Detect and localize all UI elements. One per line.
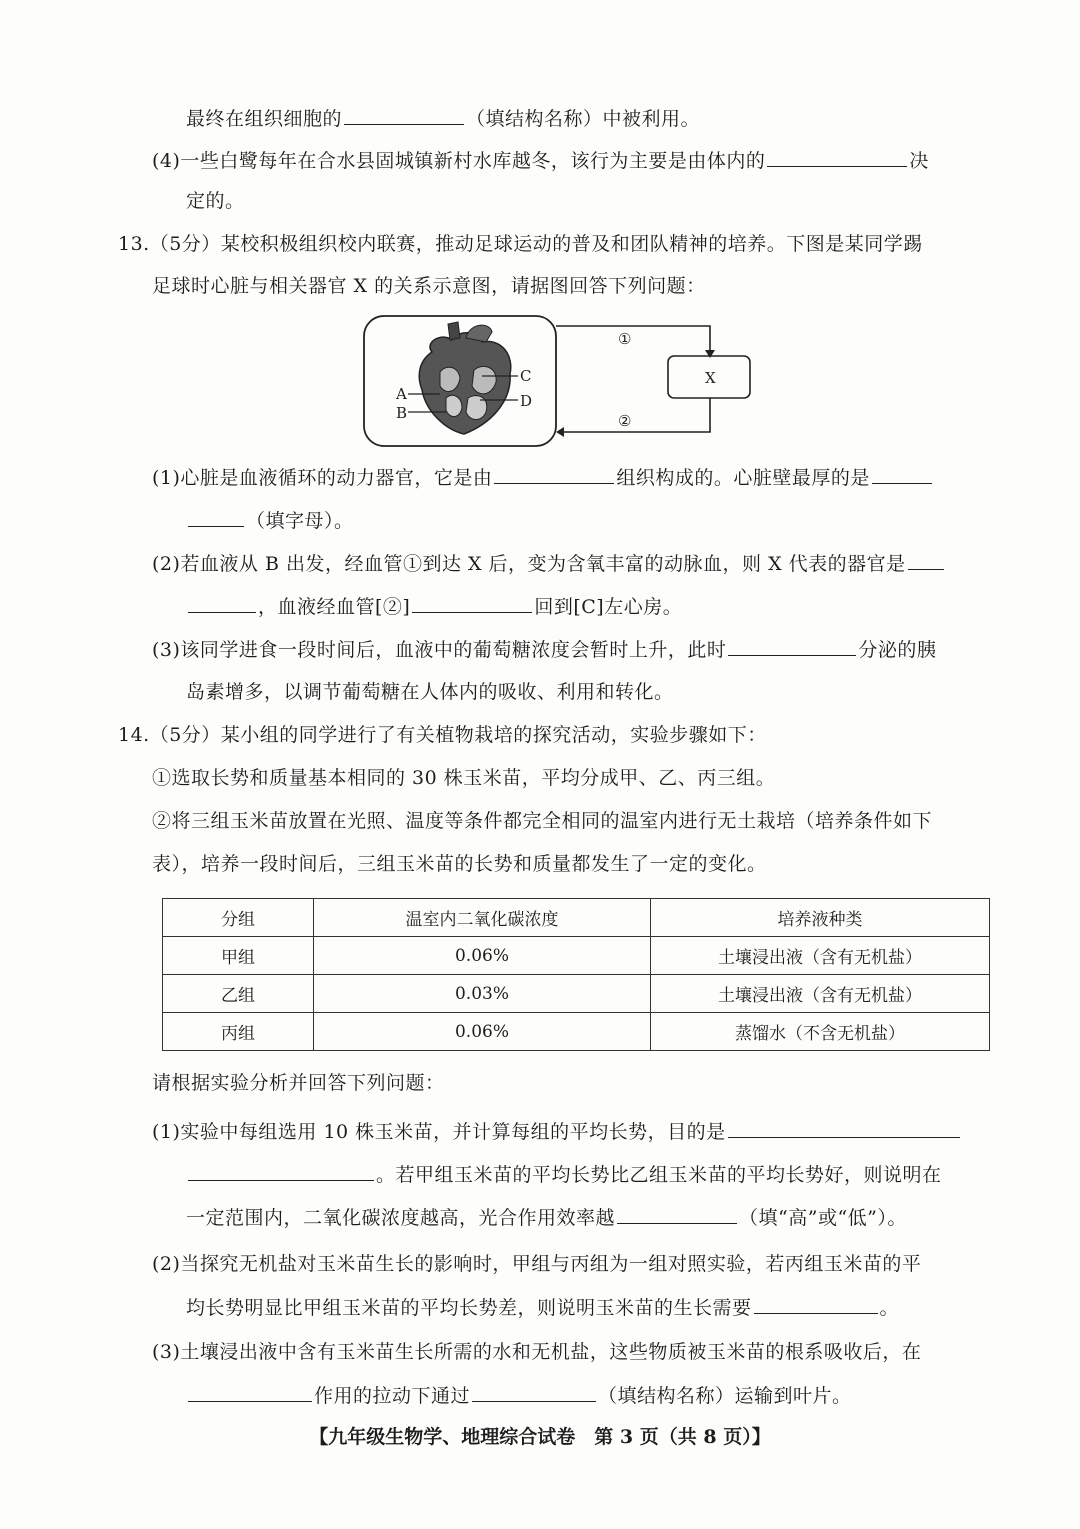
text: 请根据实验分析并回答下列问题：	[152, 1072, 445, 1094]
text: 定的。	[186, 190, 245, 212]
label-vessel-1: ①	[618, 330, 632, 348]
text: （填字母）。	[246, 510, 354, 532]
arrowhead-2	[556, 427, 564, 437]
table-cell: 甲组	[163, 937, 314, 975]
answer-blank[interactable]	[188, 506, 244, 527]
answer-blank[interactable]	[767, 146, 907, 167]
q14-2-line-2	[186, 1293, 899, 1322]
table-cell: 0.03%	[314, 975, 651, 1013]
table-row	[163, 937, 990, 975]
q13-3-line	[152, 635, 936, 664]
text: 岛素增多，以调节葡萄糖在人体内的吸收、利用和转化。	[186, 681, 674, 703]
table-header-row	[163, 899, 990, 937]
answer-blank[interactable]	[472, 1381, 596, 1402]
text: (2)当探究无机盐对玉米苗生长的影响时，甲组与丙组为一组对照实验，若丙组玉米苗的平	[152, 1253, 922, 1275]
text: 最终在组织细胞的	[186, 108, 343, 130]
text: 分泌的胰	[858, 639, 937, 661]
answer-blank[interactable]	[188, 1160, 374, 1181]
label-vessel-2: ②	[618, 412, 632, 430]
text: (3)该同学进食一段时间后，血液中的葡萄糖浓度会暂时上升，此时	[152, 639, 727, 661]
label-b: B	[396, 404, 408, 422]
answer-blank[interactable]	[344, 104, 464, 125]
text: 。若甲组玉米苗的平均长势比乙组玉米苗的平均长势好，则说明在	[376, 1164, 942, 1186]
answer-blank[interactable]	[908, 549, 944, 570]
table-cell: 土壤浸出液（含有无机盐）	[651, 975, 990, 1013]
heart-x-diagram	[362, 312, 762, 452]
text: (3)土壤浸出液中含有玉米苗生长所需的水和无机盐，这些物质被玉米苗的根系吸收后，在	[152, 1341, 922, 1363]
q12-4-line	[152, 146, 929, 175]
answer-blank[interactable]	[412, 592, 532, 613]
q14-step-1	[152, 764, 775, 792]
q14-step-2b	[152, 850, 767, 878]
q14-prompt	[152, 1069, 445, 1097]
culture-conditions-table	[162, 898, 990, 1051]
label-d: D	[520, 392, 533, 410]
text: (1)心脏是血液循环的动力器官，它是由	[152, 467, 493, 489]
table-row	[163, 975, 990, 1013]
q14-step-2	[152, 807, 932, 835]
q13-stem-2	[152, 272, 706, 300]
table-cell: 丙组	[163, 1013, 314, 1051]
text: 足球时心脏与相关器官 X 的关系示意图，请据图回答下列问题：	[152, 275, 706, 297]
answer-blank[interactable]	[188, 592, 256, 613]
header-cell: 温室内二氧化碳浓度	[314, 899, 651, 937]
heart-illustration	[419, 322, 511, 434]
table-row	[163, 1013, 990, 1051]
text: ，血液经血管[②]	[258, 596, 411, 618]
answer-blank[interactable]	[188, 1381, 312, 1402]
q13-2-line	[152, 549, 946, 578]
text: 组织构成的。心脏壁最厚的是	[616, 467, 870, 489]
q13-stem-1	[118, 230, 923, 258]
text: （填结构名称）中被利用。	[466, 108, 701, 130]
table-cell: 0.06%	[314, 937, 651, 975]
q14-2-line	[152, 1250, 921, 1278]
vessel-1-arrow	[556, 326, 710, 354]
answer-blank[interactable]	[872, 463, 932, 484]
table-cell: 蒸馏水（不含无机盐）	[651, 1013, 990, 1051]
answer-blank[interactable]	[728, 1117, 960, 1138]
q12-4-line-2	[186, 187, 245, 215]
q13-3-line-2	[186, 678, 674, 706]
q14-3-line	[152, 1338, 921, 1366]
q13-1-line	[152, 463, 934, 492]
header-cell: 培养液种类	[651, 899, 990, 937]
q14-1-line	[152, 1117, 962, 1146]
text: 。	[879, 1297, 900, 1319]
text: 14.（5分）某小组的同学进行了有关植物栽培的探究活动，实验步骤如下：	[118, 724, 767, 746]
q12-line-3	[186, 104, 700, 133]
text: （填结构名称）运输到叶片。	[598, 1385, 852, 1407]
header-cell: 分组	[163, 899, 314, 937]
text: 13.（5分）某校积极组织校内联赛，推动足球运动的普及和团队精神的培养。下图是某同学踢	[118, 233, 923, 255]
answer-blank[interactable]	[617, 1203, 737, 1224]
q13-2-line-2	[186, 592, 682, 621]
text: 回到[C]左心房。	[534, 596, 683, 618]
q14-1-line-3	[186, 1203, 907, 1232]
text: 决	[909, 150, 929, 172]
table-cell: 乙组	[163, 975, 314, 1013]
table-cell: 土壤浸出液（含有无机盐）	[651, 937, 990, 975]
answer-blank[interactable]	[494, 463, 614, 484]
q13-1-line-2	[186, 506, 354, 535]
label-c: C	[520, 367, 532, 385]
table-cell: 0.06%	[314, 1013, 651, 1051]
text: (1)实验中每组选用 10 株玉米苗，并计算每组的平均长势，目的是	[152, 1121, 726, 1143]
label-a: A	[396, 385, 407, 403]
q14-3-line-2	[186, 1381, 852, 1410]
answer-blank[interactable]	[728, 635, 856, 656]
text: 作用的拉动下通过	[314, 1385, 471, 1407]
vessel-2-arrow	[560, 398, 710, 432]
text: 表），培养一段时间后，三组玉米苗的长势和质量都发生了一定的变化。	[152, 853, 767, 875]
text: （填“高”或“低”）。	[739, 1207, 907, 1229]
text: 均长势明显比甲组玉米苗的平均长势差，则说明玉米苗的生长需要	[186, 1297, 752, 1319]
label-x: X	[705, 369, 716, 387]
text: 一定范围内，二氧化碳浓度越高，光合作用效率越	[186, 1207, 616, 1229]
q14-1-line-2	[186, 1160, 942, 1189]
q14-stem	[118, 721, 767, 749]
text: (4)一些白鹭每年在合水县固城镇新村水库越冬，该行为主要是由体内的	[152, 150, 766, 172]
page-footer: 【九年级生物学、地理综合试卷 第 3 页（共 8 页）】	[309, 1426, 771, 1448]
text: (2)若血液从 B 出发，经血管①到达 X 后，变为含氧丰富的动脉血，则 X 代表的器官是	[152, 553, 906, 575]
text: ②将三组玉米苗放置在光照、温度等条件都完全相同的温室内进行无土栽培（培养条件如下	[152, 810, 933, 832]
answer-blank[interactable]	[754, 1293, 878, 1314]
text: ①选取长势和质量基本相同的 30 株玉米苗，平均分成甲、乙、丙三组。	[152, 767, 776, 789]
